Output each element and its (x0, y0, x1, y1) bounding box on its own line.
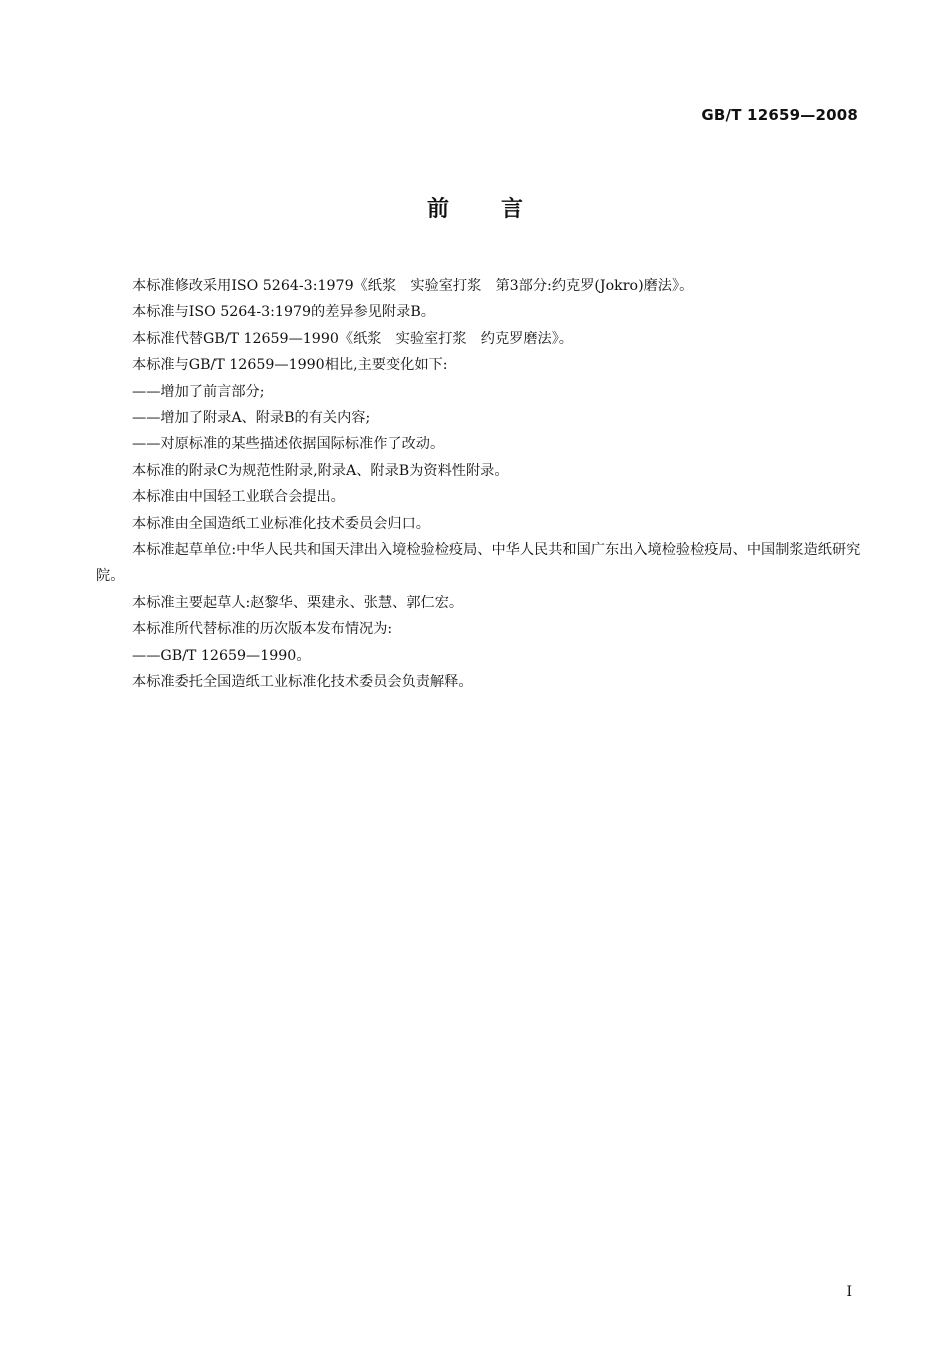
paragraph-adoption: 本标准修改采用ISO 5264-3:1979《纸浆 实验室打浆 第3部分:约克罗(Jokro)磨法》。 (132, 278, 694, 294)
list-item-previous-edition: ——GB/T 12659—1990。 (132, 647, 311, 664)
list-item-change: ——增加了前言部分; (132, 383, 265, 400)
foreword-title-char-1: 前 (426, 197, 449, 222)
paragraph-changes-intro: 本标准与GB/T 12659—1990相比,主要变化如下: (132, 357, 448, 374)
page-number: I (846, 1284, 852, 1300)
paragraph-centralized-by: 本标准由全国造纸工业标准化技术委员会归口。 (132, 515, 430, 532)
foreword-title-char-2: 言 (501, 197, 524, 222)
standard-number: GB/T 12659—2008 (701, 106, 858, 124)
paragraph-differences: 本标准与ISO 5264-3:1979的差异参见附录B。 (132, 304, 435, 321)
list-item-change: ——对原标准的某些描述依据国际标准作了改动。 (132, 436, 445, 453)
paragraph-drafters: 本标准主要起草人:赵黎华、栗建永、张慧、郭仁宏。 (132, 594, 464, 611)
paragraph-interpretation: 本标准委托全国造纸工业标准化技术委员会负责解释。 (132, 674, 473, 691)
foreword-body (96, 273, 861, 696)
list-item-change: ——增加了附录A、附录B的有关内容; (132, 410, 371, 427)
paragraph-proposed-by: 本标准由中国轻工业联合会提出。 (132, 489, 345, 506)
foreword-title (0, 192, 950, 223)
paragraph-previous-editions: 本标准所代替标准的历次版本发布情况为: (132, 621, 393, 638)
paragraph-drafting-units: 本标准起草单位:中华人民共和国天津出入境检验检疫局、中华人民共和国广东出入境检验检疫局、中国制浆造纸研究院。 (96, 542, 861, 585)
paragraph-annexes: 本标准的附录C为规范性附录,附录A、附录B为资料性附录。 (132, 462, 509, 479)
paragraph-replaces: 本标准代替GB/T 12659—1990《纸浆 实验室打浆 约克罗磨法》。 (132, 330, 573, 347)
